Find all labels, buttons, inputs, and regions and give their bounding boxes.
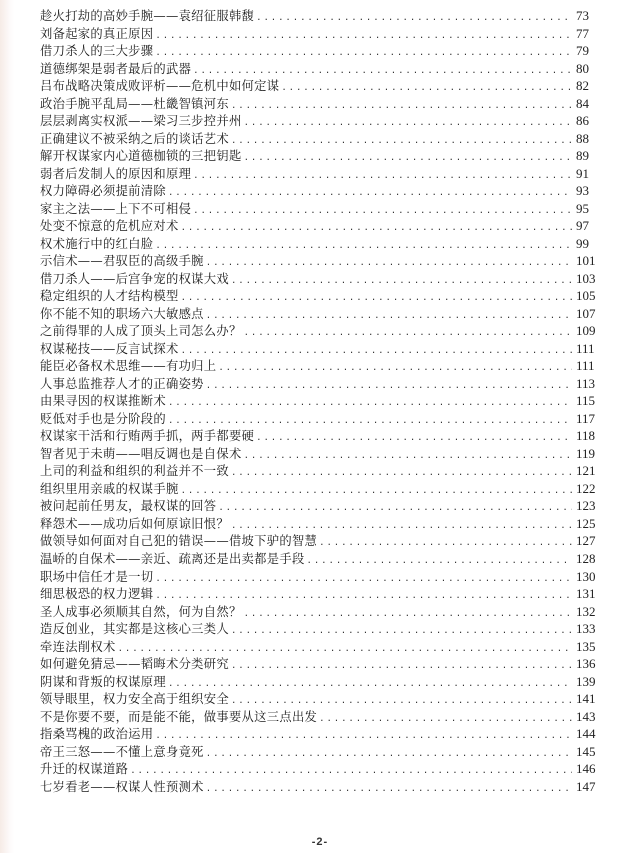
toc-entry-page: 105 [576,288,596,304]
toc-entry [40,340,602,358]
dot-leader [155,728,572,746]
toc-entry-title: 造反创业，其实都是这核心三类人 [40,622,229,637]
toc-entry-page: 143 [576,708,596,724]
toc-entry-title: 趁火打劫的高妙手腕——袁绍征服韩馥 [40,9,255,23]
toc-entry-page: 118 [576,428,596,444]
dot-leader [281,80,572,98]
toc-entry [40,217,602,235]
toc-entry-title: 道德绑架是弱者最后的武器 [40,61,192,76]
toc-entry-page: 97 [576,218,589,234]
dot-leader [168,395,572,413]
dot-leader [244,150,572,168]
toc-entry [40,743,602,761]
toc-entry-title: 处变不惊意的危机应对术 [40,219,179,234]
toc-entry-page: 91 [576,165,589,181]
toc-entry [40,673,602,691]
toc-entry-page: 132 [576,603,596,619]
dot-leader [193,168,572,186]
toc-entry [40,375,602,393]
dot-leader [155,238,572,256]
toc-entry-page: 122 [576,480,596,496]
toc-entry [40,60,602,78]
toc-entry [40,357,602,375]
toc-entry-page: 127 [576,533,596,549]
toc-entry-title: 圣人成事必须顺其自然，何为自然？ [40,604,242,619]
toc-entry [40,42,602,60]
toc-entry-page: 113 [576,375,596,391]
toc-entry [40,252,602,270]
toc-entry [40,620,602,638]
toc-entry-page: 95 [576,200,589,216]
dot-leader [218,360,572,378]
toc-entry-title: 由果寻因的权谋推断术 [40,394,166,409]
toc-entry-title: 稳定组织的人才结构模型 [40,289,179,304]
toc-entry [40,410,602,428]
toc-entry [40,165,602,183]
table-of-contents [40,7,602,795]
toc-entry-page: 123 [576,498,596,514]
toc-entry-page: 101 [576,253,596,269]
toc-entry-page: 133 [576,621,596,637]
toc-entry [40,690,602,708]
toc-entry-title: 权术施行中的红白脸 [40,236,154,251]
toc-entry [40,655,602,673]
dot-leader [155,571,572,589]
toc-entry-title: 家主之法——上下不可相侵 [40,201,192,216]
dot-leader [244,606,572,624]
toc-entry-page: 103 [576,270,596,286]
toc-entry [40,725,602,743]
toc-entry-title: 升迁的权谋道路 [40,762,129,777]
toc-entry-page: 119 [576,445,596,461]
toc-entry [40,25,602,43]
toc-entry-title: 能臣必备权术思维——有功归上 [40,359,217,374]
toc-entry-title: 示信术——君驭臣的高级手腕 [40,254,204,269]
toc-entry-page: 93 [576,183,589,199]
toc-entry-title: 借刀杀人的三大步骤 [40,44,154,59]
toc-entry [40,515,602,533]
toc-entry-title: 如何避免猜忌——韬晦术分类研究 [40,657,229,672]
toc-entry-title: 解开权谋家内心道德枷锁的三把钥匙 [40,149,242,164]
dot-leader [231,273,572,291]
toc-entry-page: 121 [576,463,596,479]
toc-entry [40,112,602,130]
dot-leader [155,45,572,63]
dot-leader [231,98,572,116]
toc-entry [40,550,602,568]
dot-leader [181,343,572,361]
toc-entry [40,305,602,323]
toc-entry-title: 你不能不知的职场六大敏感点 [40,306,204,321]
toc-entry [40,235,602,253]
toc-entry-page: 125 [576,515,596,531]
toc-entry-title: 领导眼里，权力安全高于组织安全 [40,692,229,707]
toc-entry-page: 82 [576,78,589,94]
toc-entry-title: 吕布战略决策成败评析——危机中如何定谋 [40,79,280,94]
toc-entry-page: 135 [576,638,596,654]
toc-entry [40,427,602,445]
dot-leader [206,255,572,273]
toc-entry [40,480,602,498]
toc-entry-page: 111 [576,340,595,356]
dot-leader [244,448,572,466]
toc-entry-page: 136 [576,656,596,672]
toc-entry-title: 借刀杀人——后宫争宠的权谋大戏 [40,271,229,286]
toc-entry-title: 指桑骂槐的政治运用 [40,727,154,742]
toc-entry [40,95,602,113]
toc-entry [40,287,602,305]
toc-entry-title: 权谋秘技——反言试探术 [40,341,179,356]
toc-entry [40,7,602,25]
toc-entry-title: 之前得罪的人成了顶头上司怎么办？ [40,324,242,339]
toc-entry-title: 不是你要不要，而是能不能，做事要从这三点出发 [40,709,318,724]
dot-leader [206,781,572,799]
toc-entry [40,200,602,218]
toc-entry-page: 144 [576,726,596,742]
toc-entry [40,182,602,200]
dot-leader [206,308,572,326]
dot-leader [181,483,572,501]
toc-entry-title: 细思极恐的权力逻辑 [40,587,154,602]
toc-entry-page: 139 [576,673,596,689]
toc-entry-title: 贬低对手也是分阶段的 [40,411,166,426]
toc-entry-page: 89 [576,148,589,164]
dot-leader [244,115,572,133]
toc-entry-title: 被问起前任男友，最权谋的回答 [40,499,217,514]
toc-entry [40,322,602,340]
toc-entry-title: 层层剥离实权派——梁习三步控并州 [40,114,242,129]
toc-entry-page: 79 [576,43,589,59]
dot-leader [244,325,572,343]
dot-leader [218,500,572,518]
toc-entry-title: 做领导如何面对自己犯的错误——借坡下驴的智慧 [40,534,318,549]
dot-leader [256,10,572,28]
toc-entry-page: 73 [576,8,589,23]
toc-entry-page: 111 [576,358,595,374]
dot-leader [206,746,572,764]
dot-leader [206,378,572,396]
toc-entry-title: 释怨术——成功后如何原谅旧恨？ [40,516,229,531]
toc-entry [40,568,602,586]
toc-entry-page: 117 [576,410,596,426]
dot-leader [231,658,572,676]
dot-leader [231,465,572,483]
toc-entry-page: 146 [576,761,596,777]
toc-entry-title: 牵连法削权术 [40,639,116,654]
toc-entry-page: 131 [576,586,596,602]
toc-entry-page: 109 [576,323,596,339]
toc-entry-page: 147 [576,778,596,794]
toc-entry-title: 组织里用亲戚的权谋手腕 [40,481,179,496]
toc-entry-page: 80 [576,60,589,76]
toc-entry [40,270,602,288]
toc-entry-title: 弱者后发制人的原因和原理 [40,166,192,181]
toc-entry-title: 权力障碍必须提前清除 [40,184,166,199]
dot-leader [256,430,572,448]
dot-leader [319,535,572,553]
dot-leader [231,623,572,641]
toc-entry-title: 人事总监推荐人才的正确姿势 [40,376,204,391]
toc-entry [40,445,602,463]
toc-entry-page: 145 [576,743,596,759]
toc-entry-title: 温峤的自保术——亲近、疏离还是出卖都是手段 [40,551,305,566]
toc-entry [40,77,602,95]
toc-entry-title: 七岁看老——权谋人性预测术 [40,779,204,794]
dot-leader [307,553,572,571]
toc-entry [40,147,602,165]
toc-entry [40,708,602,726]
toc-entry [40,585,602,603]
toc-entry [40,462,602,480]
toc-entry-page: 130 [576,568,596,584]
toc-entry [40,760,602,778]
dot-leader [193,203,572,221]
toc-entry [40,392,602,410]
dot-leader [155,28,572,46]
toc-entry-title: 阴谋和背叛的权谋原理 [40,674,166,689]
toc-entry [40,497,602,515]
page-edge-shadow [0,0,14,853]
toc-entry-page: 86 [576,113,589,129]
toc-entry-page: 141 [576,691,596,707]
toc-entry [40,603,602,621]
toc-entry-title: 政治手腕平乱局——杜畿智镇河东 [40,96,229,111]
toc-entry-title: 智者见于未萌——唱反调也是自保术 [40,446,242,461]
toc-entry-page: 107 [576,305,596,321]
toc-entry-title: 权谋家干活和行贿两手抓，两手都要硬 [40,429,255,444]
toc-entry [40,532,602,550]
toc-entry-title: 上司的利益和组织的利益并不一致 [40,464,229,479]
toc-entry-title: 刘备起家的真正原因 [40,26,154,41]
toc-entry-page: 99 [576,235,589,251]
toc-entry-title: 帝王三怒——不懂上意身竟死 [40,744,204,759]
dot-leader [319,711,572,729]
dot-leader [168,185,572,203]
dot-leader [181,290,572,308]
dot-leader [231,133,572,151]
toc-entry [40,130,602,148]
toc-entry [40,778,602,796]
toc-entry [40,638,602,656]
dot-leader [181,220,572,238]
toc-entry-title: 正确建议不被采纳之后的谈话艺术 [40,131,229,146]
page-number: -2- [311,836,329,848]
toc-entry-page: 115 [576,393,596,409]
toc-entry-page: 77 [576,25,589,41]
toc-entry-page: 88 [576,130,589,146]
toc-entry-page: 84 [576,95,589,111]
toc-entry-title: 职场中信任才是一切 [40,569,154,584]
toc-entry-page: 128 [576,550,596,566]
